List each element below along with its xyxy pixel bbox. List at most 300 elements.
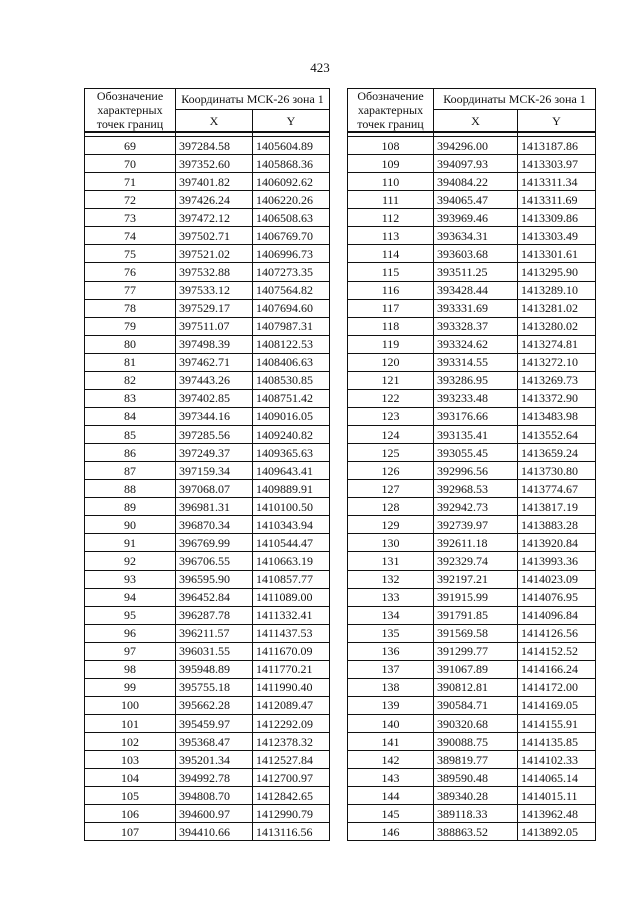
table-row	[85, 407, 330, 425]
y-coordinate-cell: 1413295.90	[518, 263, 596, 281]
table-row	[348, 462, 596, 480]
table-row	[348, 751, 596, 769]
point-number-cell: 130	[348, 534, 434, 552]
table-row	[85, 317, 330, 335]
x-coordinate-cell: 396706.55	[176, 552, 253, 570]
x-coordinate-cell: 389340.28	[434, 787, 518, 805]
point-number-cell: 94	[85, 588, 176, 606]
x-coordinate-cell: 396211.57	[176, 624, 253, 642]
point-number-cell: 121	[348, 371, 434, 389]
point-number-cell: 95	[85, 606, 176, 624]
x-coordinate-cell: 389118.33	[434, 805, 518, 823]
y-coordinate-cell: 1411437.53	[253, 624, 330, 642]
table-row	[348, 570, 596, 588]
table-row	[348, 498, 596, 516]
y-coordinate-cell: 1412842.65	[253, 787, 330, 805]
point-number-cell: 71	[85, 173, 176, 191]
point-number-cell: 86	[85, 444, 176, 462]
y-coordinate-cell: 1410663.19	[253, 552, 330, 570]
table-row	[85, 462, 330, 480]
y-coordinate-cell: 1409016.05	[253, 407, 330, 425]
point-number-cell: 105	[85, 787, 176, 805]
y-coordinate-cell: 1406769.70	[253, 227, 330, 245]
table-row	[85, 678, 330, 696]
y-coordinate-cell: 1413920.84	[518, 534, 596, 552]
x-coordinate-cell: 397443.26	[176, 371, 253, 389]
y-coordinate-cell: 1406996.73	[253, 245, 330, 263]
x-coordinate-cell: 397521.02	[176, 245, 253, 263]
y-coordinate-cell: 1413962.48	[518, 805, 596, 823]
point-number-cell: 93	[85, 570, 176, 588]
point-number-cell: 135	[348, 624, 434, 642]
point-number-cell: 137	[348, 660, 434, 678]
x-coordinate-cell: 393603.68	[434, 245, 518, 263]
y-coordinate-cell: 1408406.63	[253, 353, 330, 371]
y-coordinate-cell: 1408751.42	[253, 389, 330, 407]
x-coordinate-cell: 393634.31	[434, 227, 518, 245]
x-coordinate-cell: 397532.88	[176, 263, 253, 281]
y-coordinate-cell: 1414015.11	[518, 787, 596, 805]
y-coordinate-cell: 1408530.85	[253, 371, 330, 389]
x-coordinate-cell: 396870.34	[176, 516, 253, 534]
y-coordinate-cell: 1413883.28	[518, 516, 596, 534]
y-coordinate-cell: 1413303.49	[518, 227, 596, 245]
y-coordinate-cell: 1411670.09	[253, 642, 330, 660]
point-number-cell: 73	[85, 209, 176, 227]
x-coordinate-cell: 397472.12	[176, 209, 253, 227]
y-coordinate-cell: 1408122.53	[253, 335, 330, 353]
x-coordinate-cell: 393511.25	[434, 263, 518, 281]
y-coordinate-cell: 1405604.89	[253, 137, 330, 155]
x-coordinate-cell: 395948.89	[176, 660, 253, 678]
table-row	[85, 137, 330, 155]
x-coordinate-cell: 397529.17	[176, 299, 253, 317]
table-row	[348, 245, 596, 263]
point-number-cell: 139	[348, 696, 434, 714]
table-row	[348, 769, 596, 787]
table-row	[348, 227, 596, 245]
point-number-cell: 106	[85, 805, 176, 823]
y-coordinate-cell: 1413483.98	[518, 407, 596, 425]
table-row	[85, 173, 330, 191]
table-row	[348, 407, 596, 425]
x-coordinate-cell: 391067.89	[434, 660, 518, 678]
y-coordinate-cell: 1413552.64	[518, 426, 596, 444]
point-number-cell: 97	[85, 642, 176, 660]
point-number-cell: 89	[85, 498, 176, 516]
point-number-cell: 84	[85, 407, 176, 425]
x-coordinate-cell: 395459.97	[176, 715, 253, 733]
x-coordinate-cell: 391915.99	[434, 588, 518, 606]
table-row	[85, 715, 330, 733]
x-coordinate-cell: 394084.22	[434, 173, 518, 191]
x-coordinate-cell: 390320.68	[434, 715, 518, 733]
point-number-cell: 72	[85, 191, 176, 209]
x-coordinate-cell: 392739.97	[434, 516, 518, 534]
point-number-cell: 76	[85, 263, 176, 281]
y-coordinate-cell: 1414172.00	[518, 678, 596, 696]
y-coordinate-cell: 1413272.10	[518, 353, 596, 371]
x-coordinate-cell: 393176.66	[434, 407, 518, 425]
table-row	[85, 227, 330, 245]
table-row	[85, 805, 330, 823]
x-coordinate-cell: 397285.56	[176, 426, 253, 444]
point-number-cell: 145	[348, 805, 434, 823]
x-coordinate-cell: 397352.60	[176, 155, 253, 173]
point-number-cell: 101	[85, 715, 176, 733]
x-coordinate-cell: 395368.47	[176, 733, 253, 751]
x-coordinate-cell: 394808.70	[176, 787, 253, 805]
y-coordinate-cell: 1407987.31	[253, 317, 330, 335]
y-coordinate-cell: 1414166.24	[518, 660, 596, 678]
table-row	[85, 624, 330, 642]
point-number-cell: 125	[348, 444, 434, 462]
table-row	[348, 480, 596, 498]
y-coordinate-cell: 1410544.47	[253, 534, 330, 552]
y-coordinate-cell: 1414152.52	[518, 642, 596, 660]
y-coordinate-cell: 1414065.14	[518, 769, 596, 787]
point-number-cell: 117	[348, 299, 434, 317]
point-number-cell: 123	[348, 407, 434, 425]
table-row	[348, 426, 596, 444]
x-coordinate-cell: 390088.75	[434, 733, 518, 751]
y-coordinate-cell: 1412990.79	[253, 805, 330, 823]
x-coordinate-cell: 393286.95	[434, 371, 518, 389]
x-coordinate-cell: 397401.82	[176, 173, 253, 191]
x-coordinate-cell: 395755.18	[176, 678, 253, 696]
point-number-cell: 146	[348, 823, 434, 841]
y-coordinate-cell: 1414155.91	[518, 715, 596, 733]
table-row	[85, 444, 330, 462]
table-row	[348, 787, 596, 805]
table-row	[348, 823, 596, 841]
y-coordinate-cell: 1413774.67	[518, 480, 596, 498]
table-row	[85, 263, 330, 281]
x-coordinate-cell: 395662.28	[176, 696, 253, 714]
table-row	[348, 317, 596, 335]
point-number-cell: 131	[348, 552, 434, 570]
x-coordinate-cell: 397533.12	[176, 281, 253, 299]
x-coordinate-cell: 392996.56	[434, 462, 518, 480]
x-coordinate-cell: 396452.84	[176, 588, 253, 606]
point-number-cell: 122	[348, 389, 434, 407]
table-row	[348, 534, 596, 552]
x-coordinate-cell: 393233.48	[434, 389, 518, 407]
point-number-cell: 119	[348, 335, 434, 353]
point-number-cell: 78	[85, 299, 176, 317]
x-coordinate-cell: 392942.73	[434, 498, 518, 516]
y-coordinate-cell: 1411089.00	[253, 588, 330, 606]
y-coordinate-cell: 1414126.56	[518, 624, 596, 642]
x-coordinate-cell: 394992.78	[176, 769, 253, 787]
table-row	[348, 588, 596, 606]
point-number-cell: 100	[85, 696, 176, 714]
point-number-cell: 134	[348, 606, 434, 624]
point-number-cell: 128	[348, 498, 434, 516]
y-coordinate-cell: 1412700.97	[253, 769, 330, 787]
x-coordinate-cell: 397249.37	[176, 444, 253, 462]
table-row	[85, 823, 330, 841]
y-coordinate-cell: 1413311.69	[518, 191, 596, 209]
y-coordinate-cell: 1406508.63	[253, 209, 330, 227]
x-coordinate-cell: 397159.34	[176, 462, 253, 480]
point-number-cell: 143	[348, 769, 434, 787]
x-coordinate-cell: 393331.69	[434, 299, 518, 317]
table-row	[348, 209, 596, 227]
coordinates-table-left	[84, 88, 330, 841]
table-row	[348, 191, 596, 209]
y-coordinate-cell: 1413187.86	[518, 137, 596, 155]
y-coordinate-cell: 1413892.05	[518, 823, 596, 841]
x-coordinate-cell: 397402.85	[176, 389, 253, 407]
table-row	[85, 733, 330, 751]
point-number-cell: 96	[85, 624, 176, 642]
y-coordinate-cell: 1413311.34	[518, 173, 596, 191]
x-coordinate-cell: 397344.16	[176, 407, 253, 425]
point-number-cell: 81	[85, 353, 176, 371]
table-row	[348, 678, 596, 696]
point-number-cell: 127	[348, 480, 434, 498]
table-row	[85, 191, 330, 209]
point-number-cell: 77	[85, 281, 176, 299]
table-row	[348, 552, 596, 570]
table-row	[85, 353, 330, 371]
header-x: X	[176, 110, 253, 132]
table-row	[85, 426, 330, 444]
x-coordinate-cell: 391299.77	[434, 642, 518, 660]
point-number-cell: 118	[348, 317, 434, 335]
point-number-cell: 82	[85, 371, 176, 389]
table-row	[348, 335, 596, 353]
point-number-cell: 87	[85, 462, 176, 480]
y-coordinate-cell: 1413817.19	[518, 498, 596, 516]
table-row	[85, 787, 330, 805]
x-coordinate-cell: 394600.97	[176, 805, 253, 823]
y-coordinate-cell: 1409240.82	[253, 426, 330, 444]
table-row	[85, 642, 330, 660]
table-row	[85, 209, 330, 227]
point-number-cell: 70	[85, 155, 176, 173]
table-row	[348, 299, 596, 317]
x-coordinate-cell: 394410.66	[176, 823, 253, 841]
table-row	[348, 137, 596, 155]
x-coordinate-cell: 397498.39	[176, 335, 253, 353]
y-coordinate-cell: 1409365.63	[253, 444, 330, 462]
point-number-cell: 92	[85, 552, 176, 570]
table-row	[85, 480, 330, 498]
table-row	[85, 769, 330, 787]
table-row	[85, 660, 330, 678]
table-row	[348, 371, 596, 389]
x-coordinate-cell: 393328.37	[434, 317, 518, 335]
x-coordinate-cell: 391569.58	[434, 624, 518, 642]
header-coordinates: Координаты МСК-26 зона 1	[434, 89, 596, 110]
point-number-cell: 129	[348, 516, 434, 534]
table-row	[85, 299, 330, 317]
point-number-cell: 141	[348, 733, 434, 751]
point-number-cell: 111	[348, 191, 434, 209]
table-row	[348, 516, 596, 534]
table-row	[85, 371, 330, 389]
point-number-cell: 83	[85, 389, 176, 407]
y-coordinate-cell: 1412378.32	[253, 733, 330, 751]
x-coordinate-cell: 393314.55	[434, 353, 518, 371]
y-coordinate-cell: 1413269.73	[518, 371, 596, 389]
table-row	[85, 534, 330, 552]
x-coordinate-cell: 396287.78	[176, 606, 253, 624]
table-row	[85, 281, 330, 299]
point-number-cell: 138	[348, 678, 434, 696]
y-coordinate-cell: 1414135.85	[518, 733, 596, 751]
x-coordinate-cell: 396769.99	[176, 534, 253, 552]
table-row	[348, 389, 596, 407]
point-number-cell: 112	[348, 209, 434, 227]
point-number-cell: 99	[85, 678, 176, 696]
x-coordinate-cell: 392968.53	[434, 480, 518, 498]
y-coordinate-cell: 1406092.62	[253, 173, 330, 191]
point-number-cell: 136	[348, 642, 434, 660]
point-number-cell: 90	[85, 516, 176, 534]
y-coordinate-cell: 1407273.35	[253, 263, 330, 281]
table-row	[85, 696, 330, 714]
table-row	[348, 155, 596, 173]
x-coordinate-cell: 391791.85	[434, 606, 518, 624]
table-row	[348, 624, 596, 642]
y-coordinate-cell: 1407694.60	[253, 299, 330, 317]
table-row	[348, 733, 596, 751]
x-coordinate-cell: 396595.90	[176, 570, 253, 588]
x-coordinate-cell: 394097.93	[434, 155, 518, 173]
table-row	[348, 660, 596, 678]
y-coordinate-cell: 1410343.94	[253, 516, 330, 534]
point-number-cell: 124	[348, 426, 434, 444]
point-number-cell: 103	[85, 751, 176, 769]
table-row	[85, 245, 330, 263]
point-number-cell: 132	[348, 570, 434, 588]
x-coordinate-cell: 396981.31	[176, 498, 253, 516]
y-coordinate-cell: 1413659.24	[518, 444, 596, 462]
point-number-cell: 133	[348, 588, 434, 606]
point-number-cell: 142	[348, 751, 434, 769]
y-coordinate-cell: 1413309.86	[518, 209, 596, 227]
y-coordinate-cell: 1414096.84	[518, 606, 596, 624]
y-coordinate-cell: 1413372.90	[518, 389, 596, 407]
y-coordinate-cell: 1412527.84	[253, 751, 330, 769]
table-row	[85, 335, 330, 353]
x-coordinate-cell: 397511.07	[176, 317, 253, 335]
x-coordinate-cell: 397068.07	[176, 480, 253, 498]
table-row	[348, 715, 596, 733]
y-coordinate-cell: 1413303.97	[518, 155, 596, 173]
table-row	[85, 606, 330, 624]
y-coordinate-cell: 1414169.05	[518, 696, 596, 714]
x-coordinate-cell: 397426.24	[176, 191, 253, 209]
header-y: Y	[518, 110, 596, 132]
table-row	[348, 444, 596, 462]
x-coordinate-cell: 392611.18	[434, 534, 518, 552]
point-number-cell: 102	[85, 733, 176, 751]
x-coordinate-cell: 389590.48	[434, 769, 518, 787]
point-number-cell: 115	[348, 263, 434, 281]
x-coordinate-cell: 397502.71	[176, 227, 253, 245]
table-row	[85, 588, 330, 606]
y-coordinate-cell: 1413274.81	[518, 335, 596, 353]
y-coordinate-cell: 1413116.56	[253, 823, 330, 841]
x-coordinate-cell: 393324.62	[434, 335, 518, 353]
y-coordinate-cell: 1410100.50	[253, 498, 330, 516]
point-number-cell: 74	[85, 227, 176, 245]
header-coordinates: Координаты МСК-26 зона 1	[176, 89, 330, 110]
x-coordinate-cell: 393428.44	[434, 281, 518, 299]
table-row	[85, 552, 330, 570]
table-row	[348, 263, 596, 281]
y-coordinate-cell: 1414023.09	[518, 570, 596, 588]
x-coordinate-cell: 389819.77	[434, 751, 518, 769]
point-number-cell: 140	[348, 715, 434, 733]
y-coordinate-cell: 1412292.09	[253, 715, 330, 733]
y-coordinate-cell: 1407564.82	[253, 281, 330, 299]
point-number-cell: 80	[85, 335, 176, 353]
table-row	[348, 696, 596, 714]
table-row	[348, 353, 596, 371]
point-number-cell: 107	[85, 823, 176, 841]
x-coordinate-cell: 395201.34	[176, 751, 253, 769]
point-number-cell: 85	[85, 426, 176, 444]
y-coordinate-cell: 1413993.36	[518, 552, 596, 570]
y-coordinate-cell: 1411770.21	[253, 660, 330, 678]
point-number-cell: 109	[348, 155, 434, 173]
table-row	[85, 751, 330, 769]
point-number-cell: 120	[348, 353, 434, 371]
table-row	[348, 173, 596, 191]
x-coordinate-cell: 397462.71	[176, 353, 253, 371]
table-row	[85, 155, 330, 173]
table-row	[348, 281, 596, 299]
x-coordinate-cell: 390812.81	[434, 678, 518, 696]
point-number-cell: 126	[348, 462, 434, 480]
point-number-cell: 110	[348, 173, 434, 191]
x-coordinate-cell: 394296.00	[434, 137, 518, 155]
table-row	[348, 642, 596, 660]
point-number-cell: 113	[348, 227, 434, 245]
point-number-cell: 75	[85, 245, 176, 263]
point-number-cell: 108	[348, 137, 434, 155]
header-y: Y	[253, 110, 330, 132]
x-coordinate-cell: 396031.55	[176, 642, 253, 660]
x-coordinate-cell: 393055.45	[434, 444, 518, 462]
x-coordinate-cell: 393969.46	[434, 209, 518, 227]
y-coordinate-cell: 1414102.33	[518, 751, 596, 769]
table-row	[348, 606, 596, 624]
x-coordinate-cell: 390584.71	[434, 696, 518, 714]
x-coordinate-cell: 392197.21	[434, 570, 518, 588]
header-points: Обозначение характерных точек границ	[85, 89, 176, 133]
table-row	[85, 498, 330, 516]
y-coordinate-cell: 1409889.91	[253, 480, 330, 498]
header-x: X	[434, 110, 518, 132]
table-row	[348, 805, 596, 823]
table-row	[85, 570, 330, 588]
point-number-cell: 114	[348, 245, 434, 263]
x-coordinate-cell: 397284.58	[176, 137, 253, 155]
y-coordinate-cell: 1410857.77	[253, 570, 330, 588]
y-coordinate-cell: 1413281.02	[518, 299, 596, 317]
point-number-cell: 98	[85, 660, 176, 678]
y-coordinate-cell: 1412089.47	[253, 696, 330, 714]
y-coordinate-cell: 1413301.61	[518, 245, 596, 263]
x-coordinate-cell: 394065.47	[434, 191, 518, 209]
point-number-cell: 79	[85, 317, 176, 335]
